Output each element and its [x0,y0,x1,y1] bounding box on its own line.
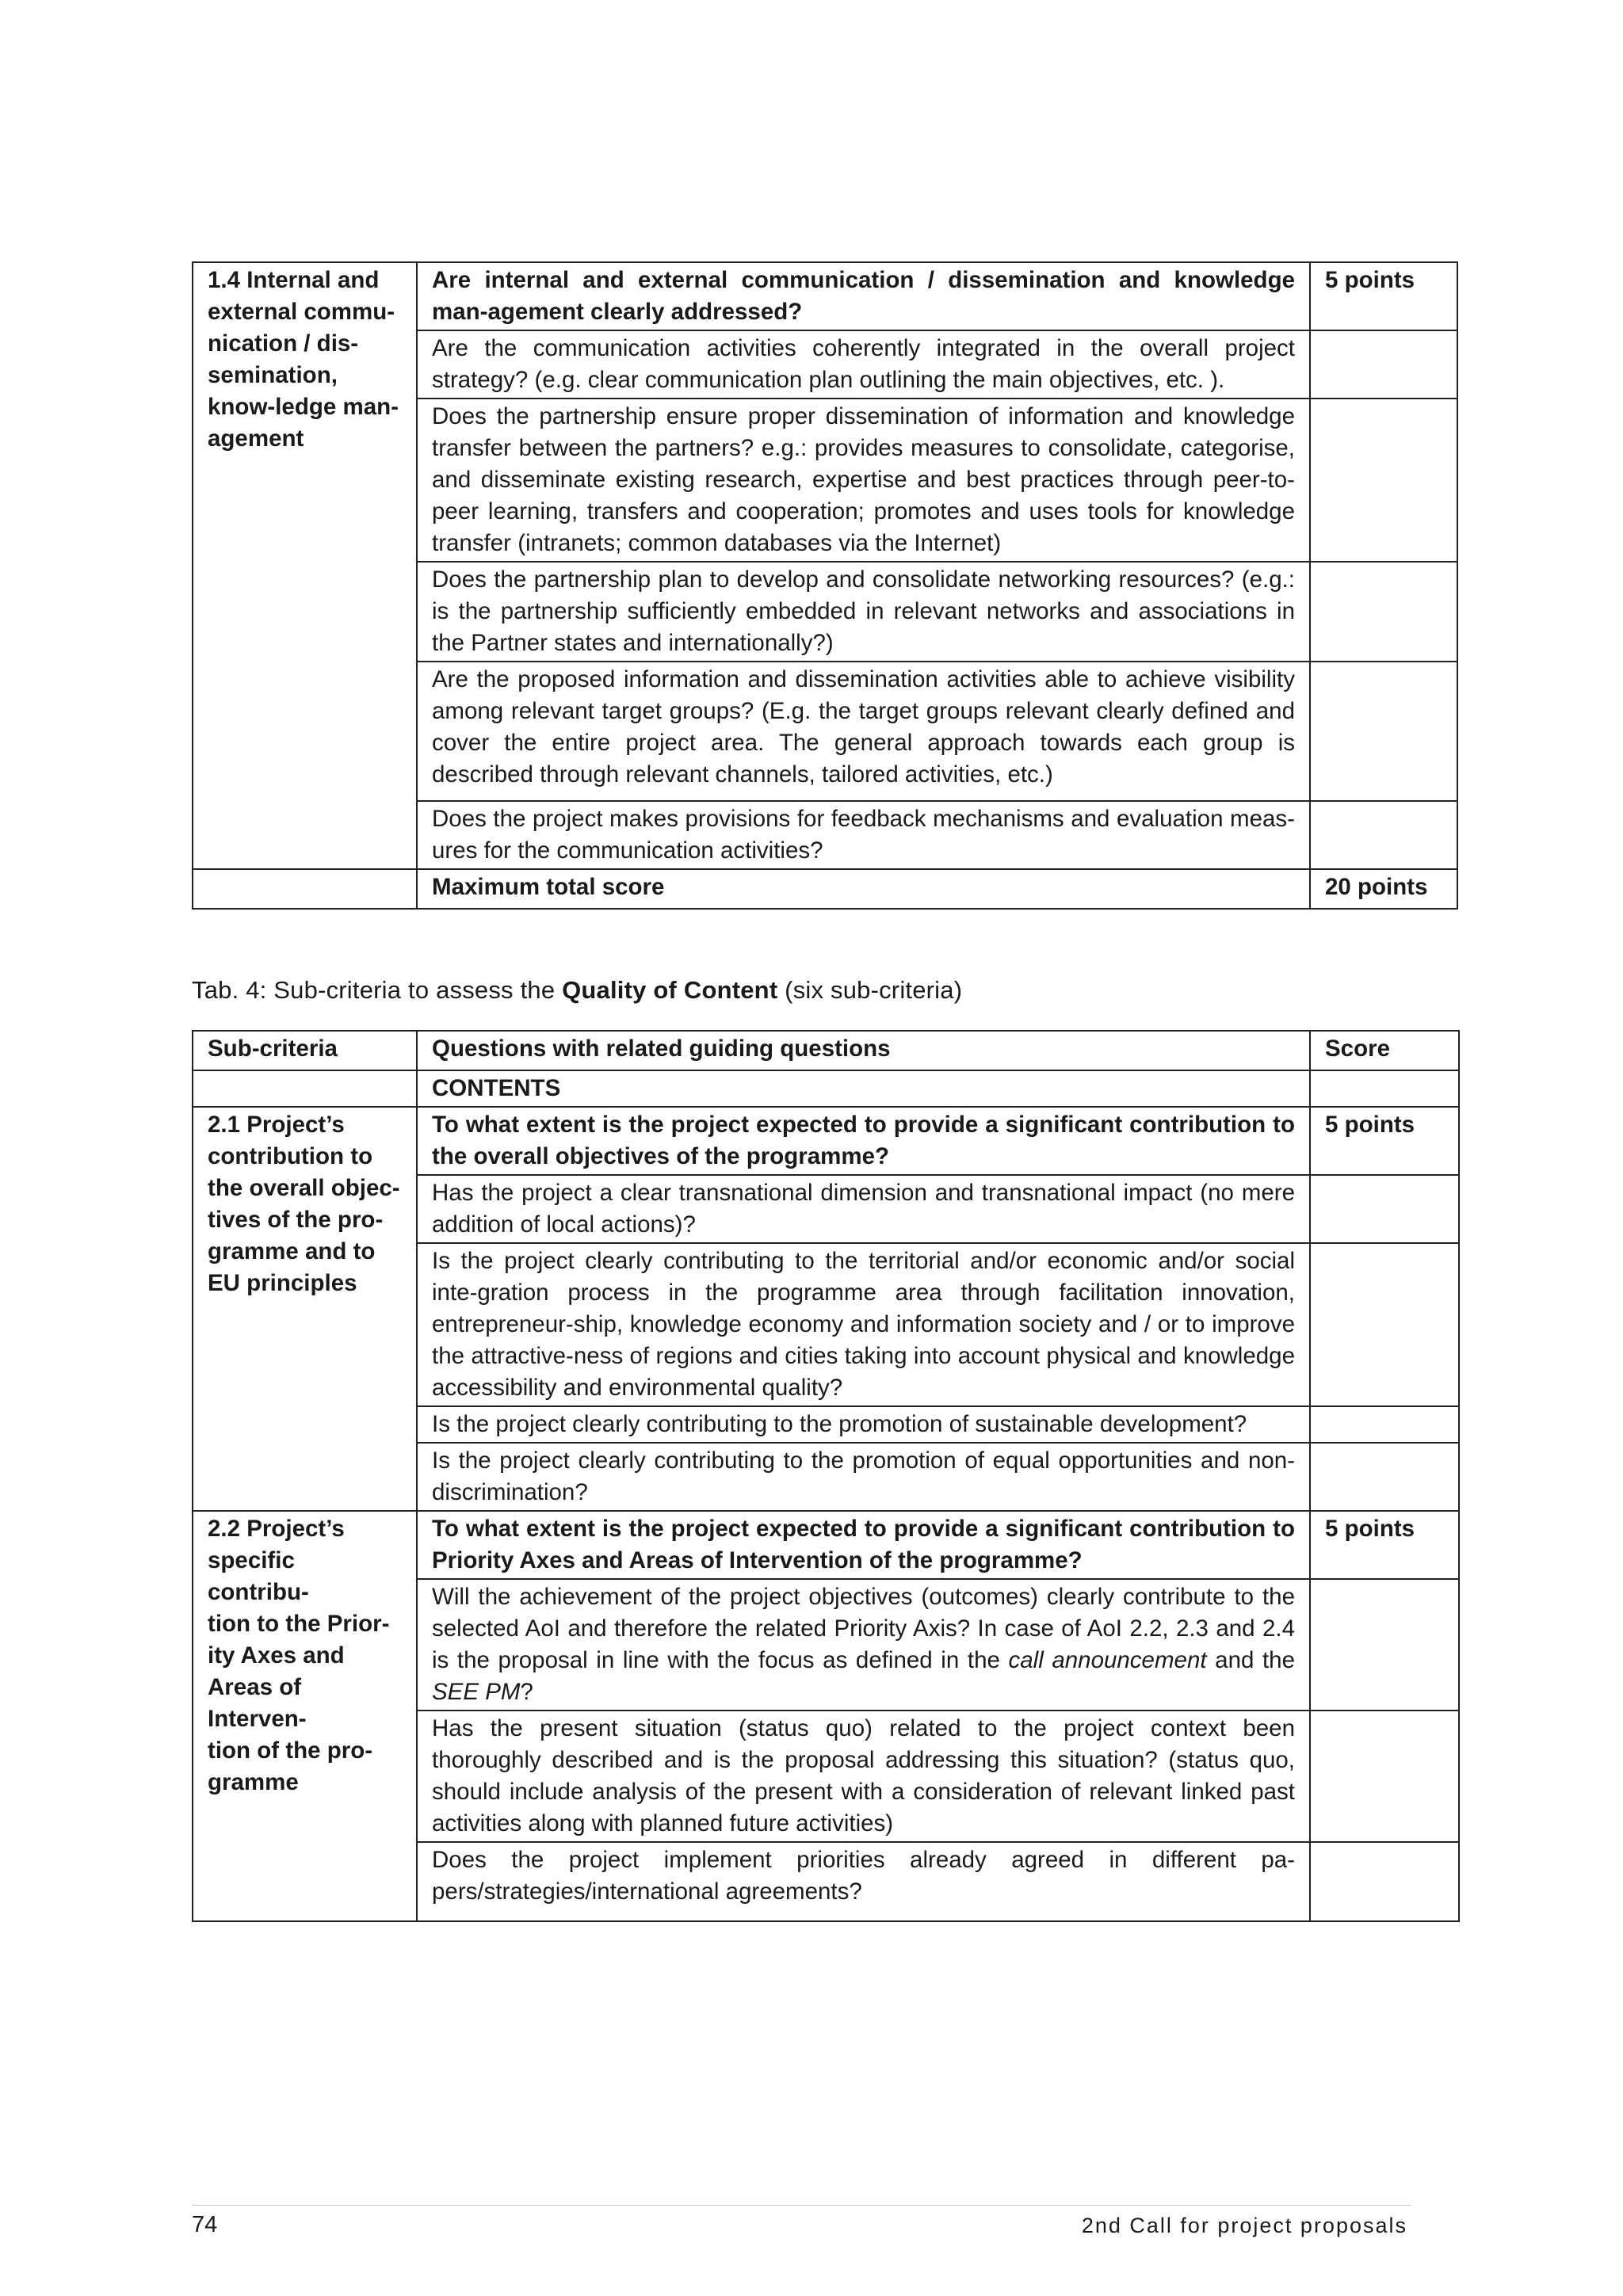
criteria-table-1-4 [192,261,1458,910]
score-2-1: 5 points [1310,1107,1459,1175]
guiding-question: Does the project makes provisions for feedback mechanisms and evaluation meas-ures for the communication activities? [417,801,1310,869]
main-question-2-2: To what extent is the project expected to provide a significant contribution to Priority Axes and Areas of Intervention of the programme? [417,1511,1310,1579]
guiding-question: Does the partnership plan to develop and consolidate networking resources? (e.g.: is the partnership sufficiently embedded in relevant networks and associations in the Partner states and internationally?) [417,562,1310,662]
score-cell [1310,1579,1459,1711]
score-cell [1310,1842,1459,1921]
guiding-question: Will the achievement of the project objectives (outcomes) clearly contribute to the selected AoI and therefore the related Priority Axis? In case of AoI 2.2, 2.3 and 2.4 is the proposal in line with the focus as defined in the call announcement and the SEE PM? [417,1579,1310,1711]
guiding-question: Is the project clearly contributing to the territorial and/or economic and/or social inte-gration process in the programme area through facilitation innovation, entrepreneur-ship, knowledge economy and information society and / or to improve the attractive-ness of regions and cities taking into account physical and knowledge accessibility and environmental quality? [417,1243,1310,1406]
empty-cell [1310,1070,1459,1107]
score-cell [1310,562,1457,662]
score-1-4: 5 points [1310,262,1457,330]
guiding-question: Is the project clearly contributing to the promotion of equal opportunities and non-discrimination? [417,1443,1310,1511]
score-cell [1310,662,1457,801]
score-2-2: 5 points [1310,1511,1459,1579]
guiding-question: Does the partnership ensure proper dissemination of information and knowledge transfer between the partners? e.g.: provides measures to consolidate, categorise, and disseminate existing research, expertise and best practices through peer-to-peer learning, transfers and cooperation; promotes and uses tools for knowledge transfer (intranets; common databases via the Internet) [417,399,1310,562]
footer-title: 2nd Call for project proposals [1081,2214,1407,2237]
total-label: Maximum total score [417,869,1310,909]
score-cell [1310,330,1457,399]
main-question-1-4: Are internal and external communication / dissemination and knowledge man-agement clearly addressed? [417,262,1310,330]
score-cell [1310,1406,1459,1443]
score-cell [1310,1175,1459,1243]
page-number: 74 [192,2212,218,2237]
main-question-2-1: To what extent is the project expected to provide a significant contribution to the overall objectives of the programme? [417,1107,1310,1175]
empty-cell [193,1070,417,1107]
score-cell [1310,399,1457,562]
guiding-question: Are the proposed information and dissemination activities able to achieve visibility among relevant target groups? (E.g. the target groups relevant clearly defined and cover the entire project area. The general approach towards each group is described through relevant channels, tailored activities, etc.) [417,662,1310,801]
score-cell [1310,801,1457,869]
guiding-question: Are the communication activities coherently integrated in the overall project strategy? (e.g. clear communication plan outlining the main objectives, etc. ). [417,330,1310,399]
header-sub-criteria: Sub-criteria [193,1031,417,1070]
header-questions: Questions with related guiding questions [417,1031,1310,1070]
empty-cell [193,869,417,909]
guiding-question: Does the project implement priorities already agreed in different pa-pers/strategies/international agreements? [417,1842,1310,1921]
guiding-question: Has the present situation (status quo) related to the project context been thoroughly described and is the proposal addressing this situation? (status quo, should include analysis of the present with a consideration of relevant linked past activities along with planned future activities) [417,1711,1310,1842]
criteria-table-quality-of-content [192,1030,1460,1922]
criterion-1-4: 1.4 Internal and external commu- nication / dis- semination, know-ledge man- agement [193,262,417,869]
score-cell [1310,1711,1459,1842]
footer-divider [192,2205,1411,2206]
header-score: Score [1310,1031,1459,1070]
table-caption: Tab. 4: Sub-criteria to assess the Quality of Content (six sub-criteria) [192,976,963,1004]
guiding-question: Is the project clearly contributing to the promotion of sustainable development? [417,1406,1310,1443]
guiding-question: Has the project a clear transnational dimension and transnational impact (no mere addition of local actions)? [417,1175,1310,1243]
criterion-2-2: 2.2 Project’s specific contribu- tion to the Prior- ity Axes and Areas of Interven- tion of the pro- gramme [193,1511,417,1921]
criterion-2-1: 2.1 Project’s contribution to the overall objec- tives of the pro- gramme and to EU principles [193,1107,417,1511]
total-score: 20 points [1310,869,1457,909]
score-cell [1310,1443,1459,1511]
score-cell [1310,1243,1459,1406]
section-contents: CONTENTS [417,1070,1310,1107]
